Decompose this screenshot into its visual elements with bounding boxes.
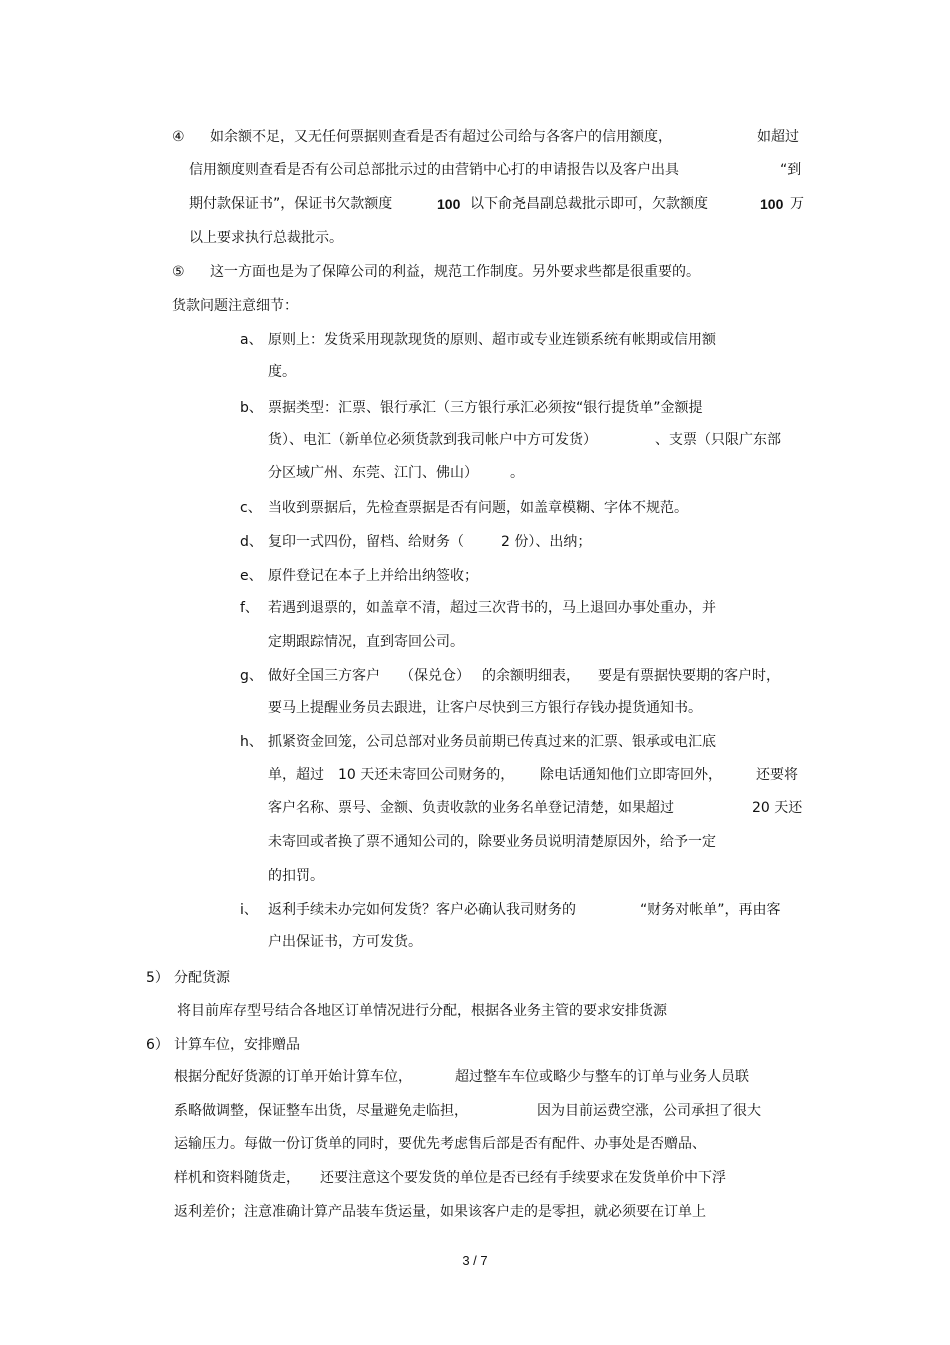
detail-h-line-1: 抓紧资金回笼，公司总部对业务员前期已传真过来的汇票、银承或电汇底	[268, 734, 716, 750]
detail-h-line-2a: 单，超过	[268, 767, 324, 783]
detail-i-line-1a: 返利手续未办完如何发货？客户必确认我司财务的	[268, 902, 576, 918]
detail-b-line-1: 票据类型：汇票、银行承汇（三方银行承汇必须按“银行提货单”金额提	[268, 400, 703, 416]
detail-d-line-1a: 复印一式四份，留档、给财务（	[268, 534, 464, 550]
section-6-line-2b: 因为目前运费空涨，公司承担了很大	[537, 1103, 761, 1119]
detail-h-line-5: 的扣罚。	[268, 868, 324, 884]
item-4-line-3b: 以下俞尧昌副总裁批示即可，欠款额度	[470, 196, 708, 212]
detail-c-line-1: 当收到票据后，先检查票据是否有问题，如盖章模糊、字体不规范。	[268, 500, 688, 516]
detail-h-line-2b: 10 天还未寄回公司财务的，	[338, 767, 515, 783]
detail-g-line-1d: 要是有票据快要期的客户时，	[598, 668, 780, 684]
detail-h-line-3b: 20 天还	[752, 800, 803, 816]
section-6-line-1a: 根据分配好货源的订单开始计算车位，	[174, 1069, 412, 1085]
detail-g-marker: g、	[240, 668, 263, 684]
detail-d-marker: d、	[240, 534, 263, 550]
section-6-line-4a: 样机和资料随货走，	[174, 1170, 300, 1186]
item-4-marker: ④	[172, 129, 185, 145]
detail-i-line-2: 户出保证书，方可发货。	[268, 934, 422, 950]
page-number: 3 / 7	[462, 1253, 488, 1268]
detail-b-line-3a: 分区域广州、东莞、江门、佛山）	[268, 465, 478, 481]
detail-g-line-2: 要马上提醒业务员去跟进，让客户尽快到三方银行存钱办提货通知书。	[268, 700, 702, 716]
item-4-line-4: 以上要求执行总裁批示。	[189, 230, 343, 246]
detail-h-line-4: 未寄回或者换了票不通知公司的，除要业务员说明清楚原因外，给予一定	[268, 834, 716, 850]
detail-b-line-2b: 、支票（只限广东部	[655, 432, 781, 448]
detail-g-line-1c: 的余额明细表，	[482, 668, 580, 684]
detail-g-line-1b: （保兑仓）	[400, 668, 470, 684]
item-4-line-3a: 期付款保证书”，保证书欠款额度	[189, 196, 393, 212]
section-6-title: 计算车位，安排赠品	[174, 1037, 300, 1053]
detail-b-line-3b: 。	[510, 465, 524, 481]
detail-e-marker: e、	[240, 568, 263, 584]
detail-i-marker: i、	[240, 902, 258, 918]
detail-b-marker: b、	[240, 400, 263, 416]
item-5-marker: ⑤	[172, 264, 185, 280]
detail-d-line-1b: 2 份）、出纳；	[501, 534, 592, 550]
detail-f-line-2: 定期跟踪情况，直到寄回公司。	[268, 634, 464, 650]
detail-h-line-3a: 客户名称、票号、金额、负责收款的业务名单登记清楚，如果超过	[268, 800, 674, 816]
detail-e-line-1: 原件登记在本子上并给出纳签收；	[268, 568, 478, 584]
detail-c-marker: c、	[240, 500, 262, 516]
section-6-marker: 6）	[146, 1037, 169, 1053]
item-4-amount-2: 100	[760, 196, 784, 212]
section-6-line-1b: 超过整车车位或略少与整车的订单与业务人员联	[455, 1069, 749, 1085]
detail-a-line-2: 度。	[268, 364, 296, 380]
item-4-line-2b: “到	[780, 162, 802, 178]
item-4-line-1b: 如超过	[757, 129, 799, 145]
item-4-amount-1: 100	[437, 196, 461, 212]
detail-g-line-1a: 做好全国三方客户	[268, 668, 380, 684]
detail-f-line-1: 若遇到退票的，如盖章不清，超过三次背书的，马上退回办事处重办，并	[268, 600, 716, 616]
detail-a-marker: a、	[240, 332, 263, 348]
section-5-body: 将目前库存型号结合各地区订单情况进行分配，根据各业务主管的要求安排货源	[177, 1003, 667, 1019]
section-6-line-3: 运输压力。每做一份订货单的同时，要优先考虑售后部是否有配件、办事处是否赠品、	[174, 1136, 706, 1152]
detail-h-marker: h、	[240, 734, 263, 750]
item-5-text: 这一方面也是为了保障公司的利益，规范工作制度。另外要求些都是很重要的。	[210, 264, 700, 280]
section-5-title: 分配货源	[174, 970, 230, 986]
detail-h-line-2c: 除电话通知他们立即寄回外，	[540, 767, 722, 783]
detail-i-line-1b: “财务对帐单”，再由客	[640, 902, 781, 918]
detail-b-line-2a: 货）、电汇（新单位必须货款到我司帐户中方可发货）	[268, 432, 597, 448]
section-6-line-4b: 还要注意这个要发货的单位是否已经有手续要求在发货单价中下浮	[320, 1170, 726, 1186]
item-4-line-3c: 万	[790, 196, 804, 212]
item-4-line-2a: 信用额度则查看是否有公司总部批示过的由营销中心打的申请报告以及客户出具	[189, 162, 679, 178]
detail-f-marker: f、	[240, 600, 259, 616]
detail-a-line-1: 原则上：发货采用现款现货的原则、超市或专业连锁系统有帐期或信用额	[268, 332, 716, 348]
detail-h-line-2d: 还要将	[756, 767, 798, 783]
details-heading: 货款问题注意细节：	[172, 298, 298, 314]
section-5-marker: 5）	[146, 970, 169, 986]
section-6-line-2a: 系略做调整，保证整车出货，尽量避免走临担，	[174, 1103, 468, 1119]
section-6-line-5: 返利差价；注意准确计算产品装车货运量，如果该客户走的是零担，就必须要在订单上	[174, 1204, 706, 1220]
item-4-line-1a: 如余额不足，又无任何票据则查看是否有超过公司给与各客户的信用额度，	[210, 129, 672, 145]
